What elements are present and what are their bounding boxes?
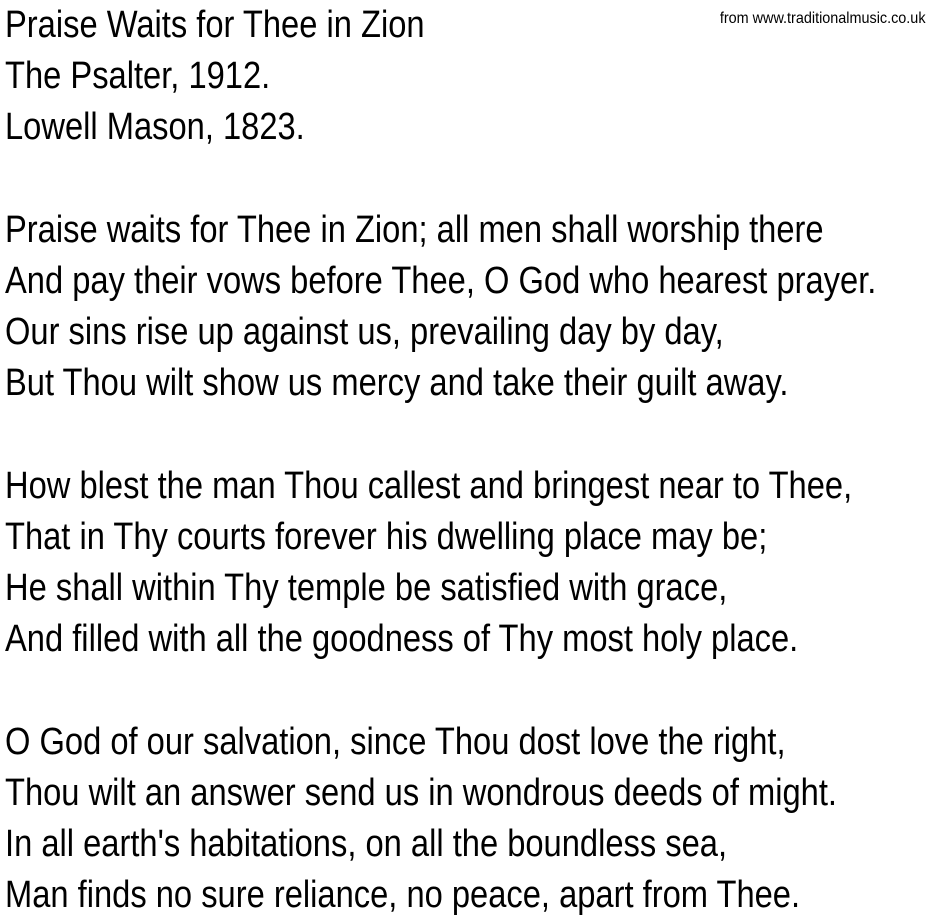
- verse-3: [5, 717, 928, 921]
- lyricist-credit: The Psalter, 1912.: [5, 55, 271, 98]
- verse-line: How blest the man Thou callest and bringest near to Thee,: [5, 464, 853, 507]
- verse-line: That in Thy courts forever his dwelling place may be;: [5, 515, 768, 558]
- stanza-spacer: [5, 410, 928, 461]
- verse-line: And filled with all the goodness of Thy most holy place.: [5, 618, 799, 661]
- verse-line: Our sins rise up against us, prevailing day by day,: [5, 311, 724, 354]
- stanza-spacer: [5, 154, 928, 205]
- stanza-spacer: [5, 665, 928, 716]
- verse-line: Praise waits for Thee in Zion; all men shall worship there: [5, 208, 824, 251]
- verse-line: But Thou wilt show us mercy and take their guilt away.: [5, 362, 789, 405]
- verse-line: He shall within Thy temple be satisfied with grace,: [5, 567, 728, 610]
- lyrics-content: [5, 0, 928, 921]
- verse-line: Thou wilt an answer send us in wondrous deeds of might.: [5, 771, 837, 814]
- composer-credit: Lowell Mason, 1823.: [5, 106, 305, 149]
- verse-1: [5, 205, 928, 410]
- verse-line: O God of our salvation, since Thou dost love the right,: [5, 720, 786, 763]
- verse-line: Man finds no sure reliance, no peace, apart from Thee.: [5, 874, 801, 917]
- source-credit: from www.traditionalmusic.co.uk: [720, 10, 926, 27]
- verse-line: In all earth's habitations, on all the boundless sea,: [5, 823, 728, 865]
- verse-line: And pay their vows before Thee, O God who hearest prayer.: [5, 259, 877, 302]
- hymn-title: Praise Waits for Thee in Zion: [5, 4, 425, 46]
- verse-2: [5, 461, 928, 666]
